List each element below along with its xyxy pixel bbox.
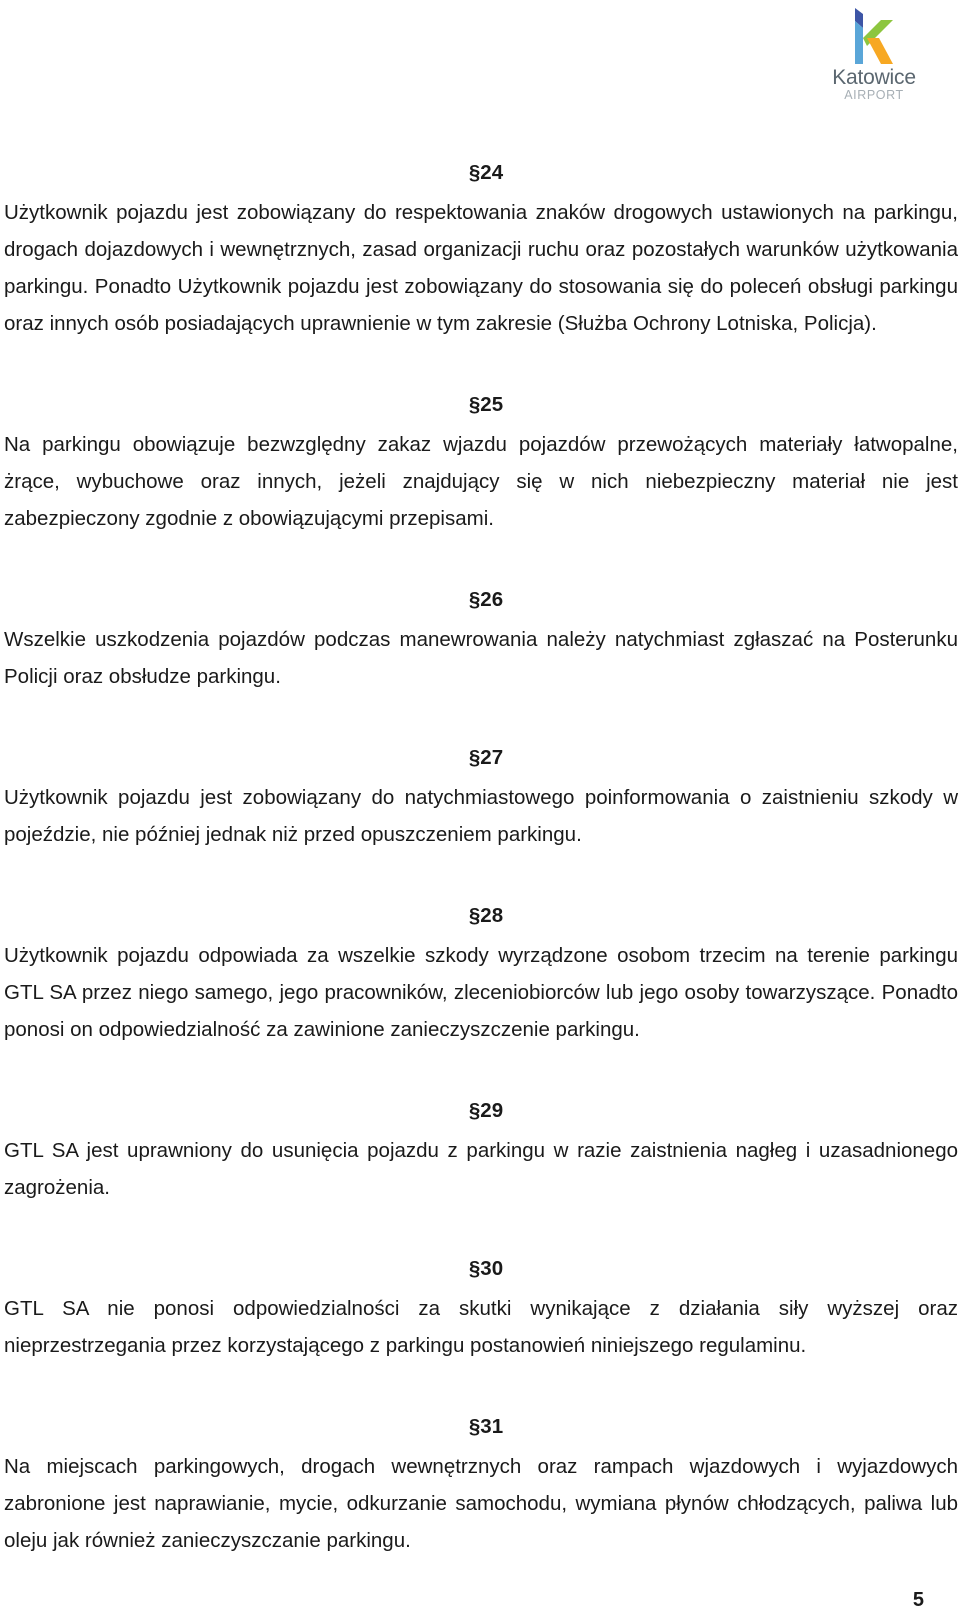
logo-wordmark: Katowice — [832, 66, 916, 89]
section-text: Na parkingu obowiązuje bezwzględny zakaz wjazdu pojazdów przewożących materiały łatwopalne, żrące, wybuchowe oraz innych, jeżeli znajdujący się w nich niebezpieczny materiał nie jest zabezpieczony zgodnie z obowiązującymi przepisami. — [4, 433, 958, 530]
logo-k-mark-icon — [851, 8, 897, 66]
regulation-content — [4, 158, 958, 1607]
section-28 — [4, 901, 958, 1048]
section-heading: §30 — [468, 1257, 504, 1280]
katowice-airport-logo — [824, 8, 924, 102]
section-text: GTL SA nie ponosi odpowiedzialności za skutki wynikające z działania siły wyższej oraz nieprzestrzegania przez korzystającego z parkingu postanowień niniejszego regulaminu. — [4, 1297, 958, 1357]
page-number: 5 — [912, 1589, 924, 1611]
logo-subtitle: AIRPORT — [844, 88, 904, 102]
section-heading: §24 — [468, 161, 504, 184]
section-heading: §31 — [468, 1415, 504, 1438]
section-text: Użytkownik pojazdu jest zobowiązany do respektowania znaków drogowych ustawionych na parkingu, drogach dojazdowych i wewnętrznych, zasad organizacji ruchu oraz pozostałych warunków użytkowania parkingu. Ponadto Użytkownik pojazdu jest zobowiązany do stosowania się do poleceń obsługi parkingu oraz innych osób posiadających uprawnienie w tym zakresie (Służba Ochrony Lotniska, Policja). — [4, 201, 958, 335]
section-heading: §27 — [468, 746, 504, 769]
section-text: Wszelkie uszkodzenia pojazdów podczas manewrowania należy natychmiast zgłaszać na Posterunku Policji oraz obsłudze parkingu. — [4, 628, 958, 688]
section-text: Użytkownik pojazdu odpowiada za wszelkie szkody wyrządzone osobom trzecim na terenie parkingu GTL SA przez niego samego, jego pracowników, zleceniobiorców lub jego osoby towarzyszące. Ponadto ponosi on odpowiedzialność za zawinione zanieczyszczenie parkingu. — [4, 944, 958, 1041]
section-text: GTL SA jest uprawniony do usunięcia pojazdu z parkingu w razie zaistnienia nagłeg i uzasadnionego zagrożenia. — [4, 1139, 958, 1199]
section-heading: §29 — [468, 1099, 504, 1122]
section-27 — [4, 743, 958, 853]
section-29 — [4, 1096, 958, 1206]
section-26 — [4, 585, 958, 695]
section-heading: §28 — [468, 904, 504, 927]
section-text: Na miejscach parkingowych, drogach wewnętrznych oraz rampach wjazdowych i wyjazdowych zabronione jest naprawianie, mycie, odkurzanie samochodu, wymiana płynów chłodzących, paliwa lub oleju jak również zanieczyszczanie parkingu. — [4, 1455, 958, 1552]
section-24 — [4, 158, 958, 342]
section-heading: §25 — [468, 393, 504, 416]
section-text: Użytkownik pojazdu jest zobowiązany do natychmiastowego poinformowania o zaistnieniu szkody w pojeździe, nie później jednak niż przed opuszczeniem parkingu. — [4, 786, 958, 846]
section-heading: §26 — [468, 588, 504, 611]
section-25 — [4, 390, 958, 537]
section-30 — [4, 1254, 958, 1364]
section-31 — [4, 1412, 958, 1559]
